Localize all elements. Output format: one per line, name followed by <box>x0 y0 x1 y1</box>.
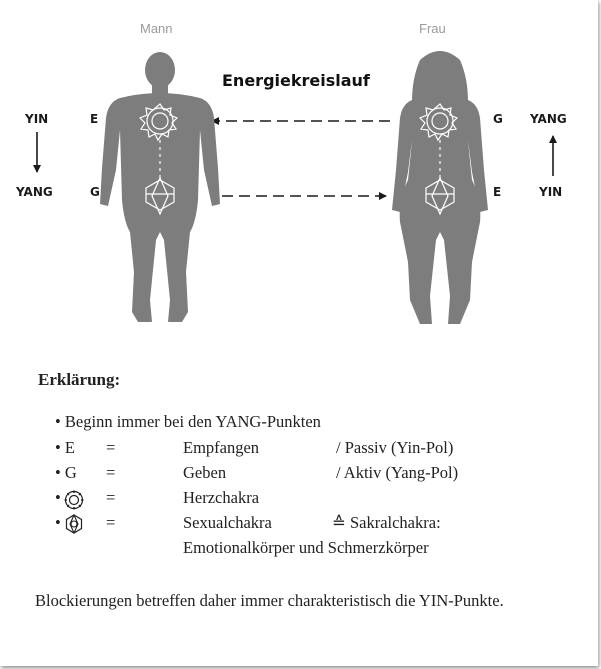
legend-term: Empfangen <box>183 438 260 457</box>
woman-pole-top: YANG <box>530 112 567 126</box>
legend-note: ≙ Sakralchakra: <box>332 513 441 532</box>
woman-silhouette <box>392 51 488 324</box>
legend-note: / Passiv (Yin-Pol) <box>336 438 454 457</box>
man-pole-top: YIN <box>25 112 49 126</box>
woman-point-g: G <box>493 112 503 126</box>
diagram-title: Energiekreislauf <box>222 71 370 90</box>
legend-heading: Erklärung: <box>38 370 121 389</box>
legend-term: Sexualchakra <box>183 513 272 532</box>
woman-pole-bottom: YIN <box>539 185 563 199</box>
legend-note: / Aktiv (Yang-Pol) <box>336 463 459 482</box>
legend-intro: • Beginn immer bei den YANG-Punkten <box>55 412 321 431</box>
label-woman: Frau <box>419 21 446 36</box>
legend-term: Geben <box>183 463 227 482</box>
legend-bullet: • <box>55 488 61 507</box>
heart-chakra-icon <box>64 490 84 510</box>
sacral-chakra-icon <box>64 514 84 534</box>
legend-bullet-g: • G <box>55 463 77 482</box>
legend-eq: = <box>106 488 116 507</box>
label-man: Mann <box>140 21 173 36</box>
legend-bullet-e: • E <box>55 438 75 457</box>
legend-eq: = <box>106 513 116 532</box>
woman-point-e: E <box>493 185 502 199</box>
footer-note: Blockierungen betreffen daher immer charakteristisch die YIN-Punkte. <box>35 591 504 610</box>
legend-term: Herzchakra <box>183 488 260 507</box>
man-point-g: G <box>90 185 100 199</box>
man-silhouette <box>100 52 220 322</box>
man-point-e: E <box>90 112 99 126</box>
legend-continuation: Emotionalkörper und Schmerzkörper <box>183 538 429 557</box>
legend-bullet: • <box>55 513 61 532</box>
legend-eq: = <box>106 463 116 482</box>
man-pole-bottom: YANG <box>16 185 53 199</box>
legend-eq: = <box>106 438 116 457</box>
